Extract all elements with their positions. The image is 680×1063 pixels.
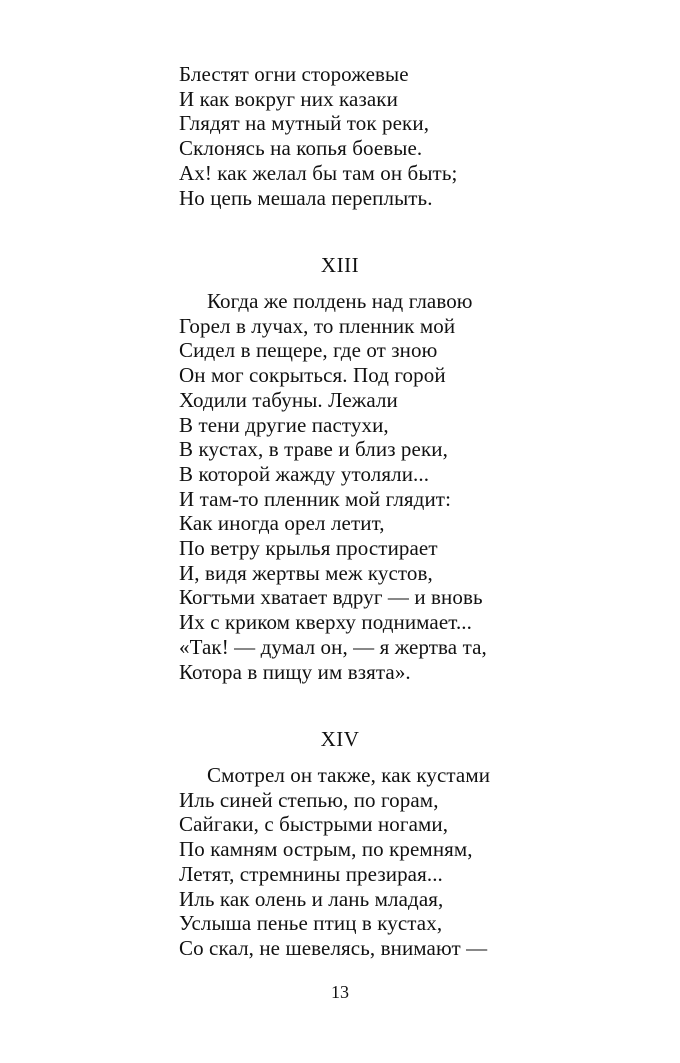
verse-line: Котора в пищу им взята».	[179, 659, 411, 684]
stanza-xiv	[179, 763, 490, 961]
verse-line: Их с криком кверху поднимает...	[179, 610, 472, 635]
verse-line: Смотрел он также, как кустами	[207, 763, 491, 787]
verse-line: Глядят на мутный ток реки,	[179, 111, 430, 136]
verse-line: Склонясь на копья боевые.	[179, 136, 423, 161]
verse-line: В которой жажду утоляли...	[179, 461, 430, 486]
verse-line: Ах! как желал бы там он быть;	[179, 160, 458, 185]
verse-line: По камням острым, по кремням,	[179, 837, 473, 862]
section-title-xiii: XIII	[320, 253, 360, 277]
opening-stanza	[179, 62, 457, 210]
verse-line: И там-то пленник мой глядит:	[179, 486, 452, 511]
verse-line: Услыша пенье птиц в кустах,	[179, 911, 443, 936]
section-title-xiv: XIV	[320, 727, 360, 751]
verse-line: Ходили табуны. Лежали	[179, 387, 398, 412]
verse-line: Сидел в пещере, где от зною	[179, 338, 438, 363]
verse-line: Когда же полдень над главою	[207, 289, 473, 313]
page-number: 13	[331, 982, 349, 1002]
verse-line: Но цепь мешала переплыть.	[179, 185, 433, 210]
verse-line: Летят, стремнины презирая...	[179, 861, 443, 886]
verse-line: Сайгаки, с быстрыми ногами,	[179, 812, 449, 837]
verse-line: Блестят огни сторожевые	[179, 62, 409, 86]
verse-line: «Так! — думал он, — я жертва та,	[179, 634, 487, 659]
verse-line: Он мог сокрыться. Под горой	[179, 363, 446, 388]
verse-line: Иль как олень и лань младая,	[179, 886, 444, 911]
verse-line: В тени другие пастухи,	[179, 412, 389, 437]
verse-line: По ветру крылья простирает	[179, 536, 438, 561]
verse-line: И, видя жертвы меж кустов,	[179, 560, 433, 585]
verse-line: Иль синей степью, по горам,	[179, 787, 439, 812]
verse-line: И как вокруг них казаки	[179, 86, 398, 111]
verse-line: Со скал, не шевелясь, внимают —	[179, 935, 488, 960]
verse-line: Горел в лучах, то пленник мой	[179, 313, 456, 338]
stanza-xiii	[179, 289, 487, 684]
verse-line: Как иногда орел летит,	[179, 511, 385, 536]
verse-line: В кустах, в траве и близ реки,	[179, 437, 448, 462]
verse-line: Когтьми хватает вдруг — и вновь	[179, 585, 483, 610]
